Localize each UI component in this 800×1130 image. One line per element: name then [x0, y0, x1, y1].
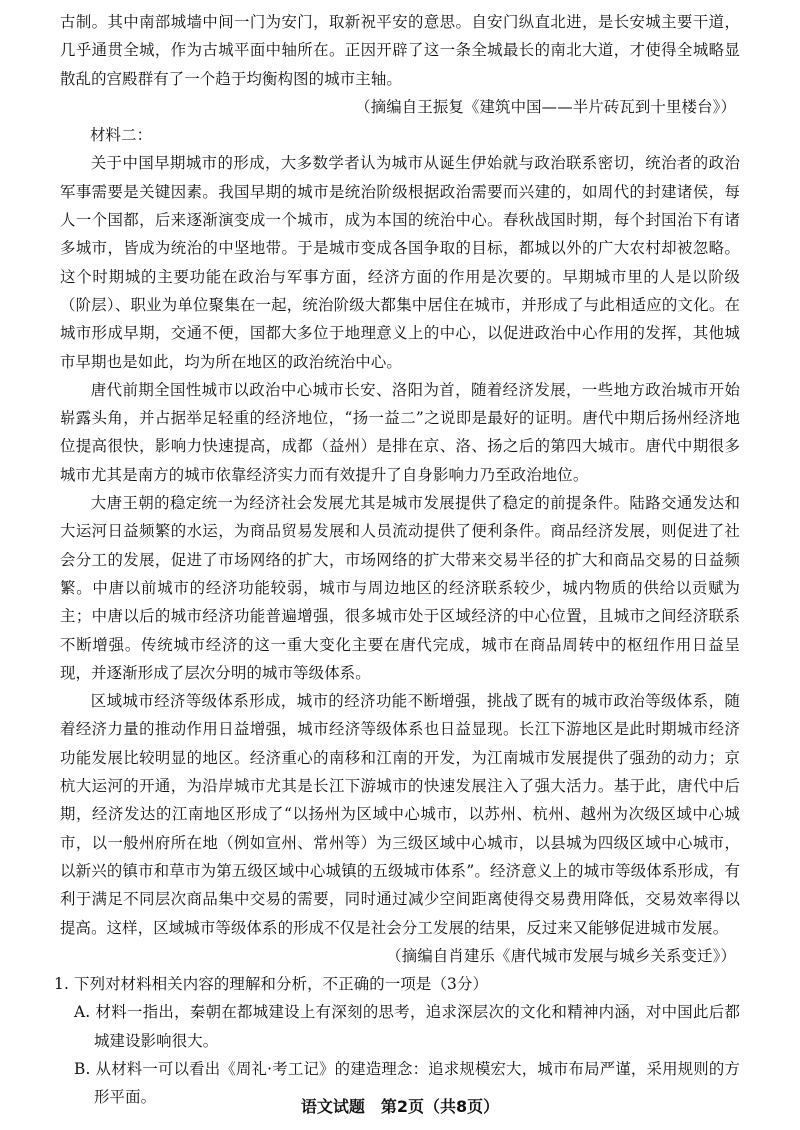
- material-2-heading: 材料二：: [90, 126, 153, 145]
- material-2-paragraph-1: 关于中国早期城市的形成，大多数学者认为城市从诞生伊始就与政治联系密切，统治者的政治军事需要是关键因素。我国早期的城市是统治阶级根据政治需要而兴建的，如周代的封建诸侯，每人一个国都，后来逐渐演变成一个城市，成为本国的统治中心。春秋战国时期，每个封国治下有诸多城市，皆成为统治的中坚地带。于是城市变成各国争取的目标，都城以外的广大农村却被忽略。这个时期城的主要功能在政治与军事方面，经济方面的作用是次要的。早期城市里的人是以阶级（阶层）、职业为单位聚集在一起，统治阶级大都集中居住在城市，并形成了与此相适应的文化。在城市形成早期，交通不便，国都大多位于地理意义上的中心，以促进政治中心作用的发挥，其他城市早期也是如此，均为所在地区的政治统治中心。: [60, 154, 740, 371]
- page-footer: 语文试题 第2页（共8页）: [300, 1097, 500, 1116]
- question-1-option-a: A. 材料一指出，秦朝在都城建设上有深刻的思考，追求深层次的文化和精神内涵，对中国此后都城建设影响很大。: [74, 1003, 740, 1050]
- passage-body: [54, 8, 740, 1112]
- material-2-paragraph-4: 区域城市经济等级体系形成，城市的经济功能不断增强，挑战了既有的城市政治等级体系，随着经济力量的推动作用日益增强，城市经济等级体系也日益显现。长江下游地区是此时期城市经济功能发展比较明显的地区。经济重心的南移和江南的开发，为江南城市发展提供了强劲的动力；京杭大运河的开通，为沿岸城市尤其是长江下游城市的快速发展注入了强大活力。基于此，唐代中后期，经济发达的江南地区形成了“以扬州为区域中心城市，以苏州、杭州、越州为次级区域中心城市，以一般州府所在地（例如宣州、常州等）为三级区域中心城市，以县城为四级区域中心城市，以新兴的镇市和草市为第五级区域中心城镇的五级城市体系”。经济意义上的城市等级体系形成，有利于满足不同层次商品集中交易的需要，同时通过减少空间距离使得交易费用降低，交易效率得以提高。这样，区域城市等级体系的形成不仅是社会分工发展的结果，反过来又能够促进城市发展。: [60, 692, 740, 937]
- material-2-paragraph-2: 唐代前期全国性城市以政治中心城市长安、洛阳为首，随着经济发展，一些地方政治城市开始崭露头角，并占据举足轻重的经济地位，“扬一益二”之说即是最好的证明。唐代中期后扬州经济地位提高很快，影响力快速提高，成都（益州）是排在京、洛、扬之后的第四大城市。唐代中期很多城市尤其是南方的城市依靠经济实力而有效提升了自身影响力乃至政治地位。: [60, 380, 740, 484]
- material-1-ending: 古制。其中南部城墙中间一门为安门，取新祝平安的意思。自安门纵直北进，是长安城主要干道，几乎通贯全城，作为古城平面中轴所在。正因开辟了这一条全城最长的南北大道，才使得全城略显散乱的宫殿群有了一个趋于均衡构图的城市主轴。: [60, 13, 740, 88]
- material-1-source: （摘编自王振复《建筑中国——半片砖瓦到十里楼台》）: [355, 97, 736, 116]
- question-1-stem: 1. 下列对材料相关内容的理解和分析，不正确的一项是（3分）: [54, 975, 489, 994]
- material-2-source: （摘编自肖建乐《唐代城市发展与城乡关系变迁》）: [386, 946, 736, 965]
- material-2-paragraph-3: 大唐王朝的稳定统一为经济社会发展尤其是城市发展提供了稳定的前提条件。陆路交通发达和大运河日益频繁的水运，为商品贸易发展和人员流动提供了便利条件。商品经济发展，则促进了社会分工的发展，促进了市场网络的扩大，市场网络的扩大带来交易半径的扩大和商品交易的日益频繁。中唐以前城市的经济功能较弱，城市与周边地区的经济联系较少，城内物质的供给以贡赋为主；中唐以后的城市经济功能普遍增强，很多城市处于区域经济的中心位置，且城市之间经济联系不断增强。传统城市经济的这一重大变化主要在唐代完成，城市在商品周转中的枢纽作用日益呈现，并逐渐形成了层次分明的城市等级体系。: [60, 494, 740, 682]
- question-1-option-b: B. 从材料一可以看出《周礼·考工记》的建造理念：追求规模宏大，城市布局严谨，采用规则的方形平面。: [74, 1059, 740, 1107]
